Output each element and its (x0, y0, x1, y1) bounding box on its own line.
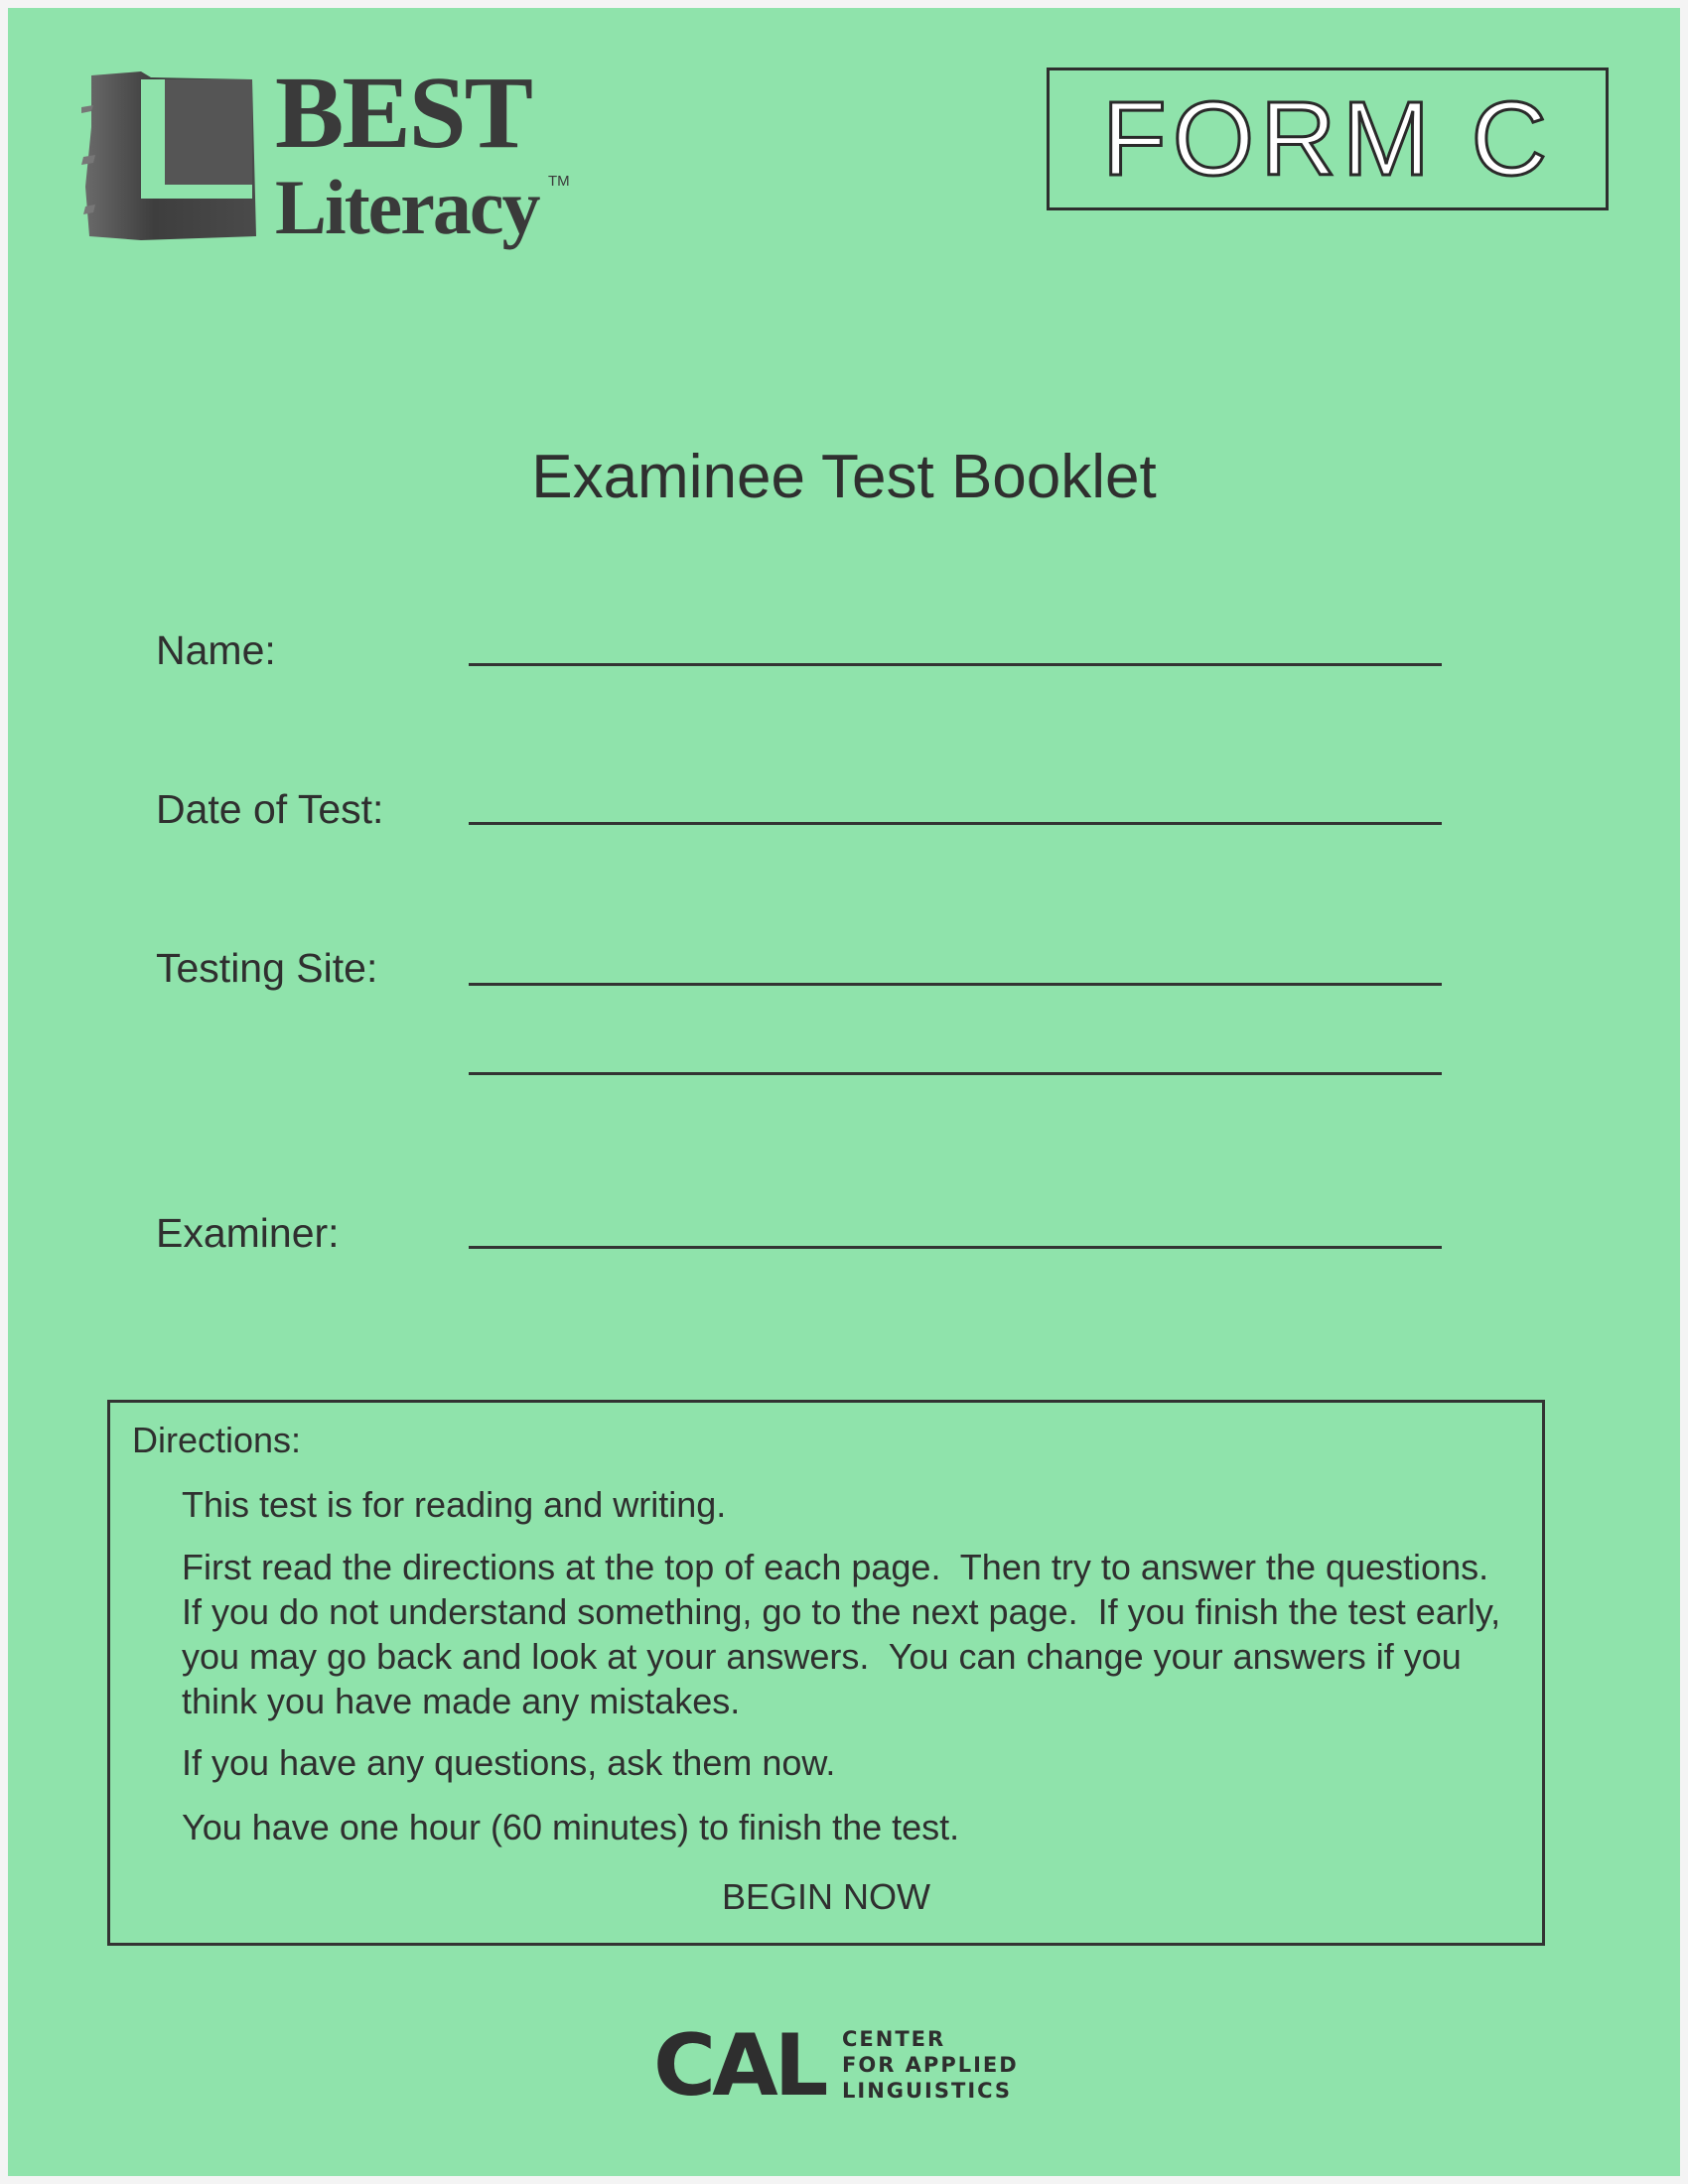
directions-paragraph-2: First read the directions at the top of each page. Then try to answer the questions. If you do not understand something, go to the next page. If you finish the test early, you may go back and look at your answers. You can change your answers if you think you have made any mistakes. (182, 1547, 1511, 1721)
begin-now-text: BEGIN NOW (721, 1876, 930, 1917)
testing-site-field-line[interactable] (469, 983, 1442, 986)
testing-site-label: Testing Site: (156, 945, 378, 991)
directions-paragraph-4: You have one hour (60 minutes) to finish the test. (182, 1807, 960, 1847)
directions-box (107, 1400, 1545, 1946)
testing-site-field-line-2[interactable] (469, 1072, 1442, 1075)
form-label-text: FORM C (1101, 80, 1554, 198)
cal-for-applied-text: FOR APPLIED (842, 2053, 1019, 2077)
date-of-test-label: Date of Test: (156, 786, 384, 832)
name-field-line[interactable] (469, 663, 1442, 666)
examiner-field-line[interactable] (469, 1246, 1442, 1249)
date-of-test-field-line[interactable] (469, 822, 1442, 825)
logo-literacy-text: Literacy (275, 164, 539, 250)
directions-paragraph-3: If you have any questions, ask them now. (182, 1742, 836, 1783)
best-literacy-logo (81, 56, 598, 270)
directions-paragraph-1: This test is for reading and writing. (182, 1484, 727, 1525)
cal-logo (653, 2023, 1070, 2103)
literacy-l-logo-icon (81, 68, 260, 244)
form-label-box (1047, 68, 1609, 210)
logo-best-text: BEST (275, 56, 531, 170)
examiner-label: Examiner: (156, 1210, 340, 1256)
cal-center-text: CENTER (842, 2027, 946, 2051)
page-title: Examinee Test Booklet (531, 443, 1157, 511)
trademark-symbol: TM (548, 173, 570, 190)
cal-logo-letters: CAL (653, 2023, 825, 2103)
cal-linguistics-text: LINGUISTICS (842, 2079, 1013, 2103)
name-label: Name: (156, 627, 276, 673)
directions-heading: Directions: (132, 1420, 302, 1460)
